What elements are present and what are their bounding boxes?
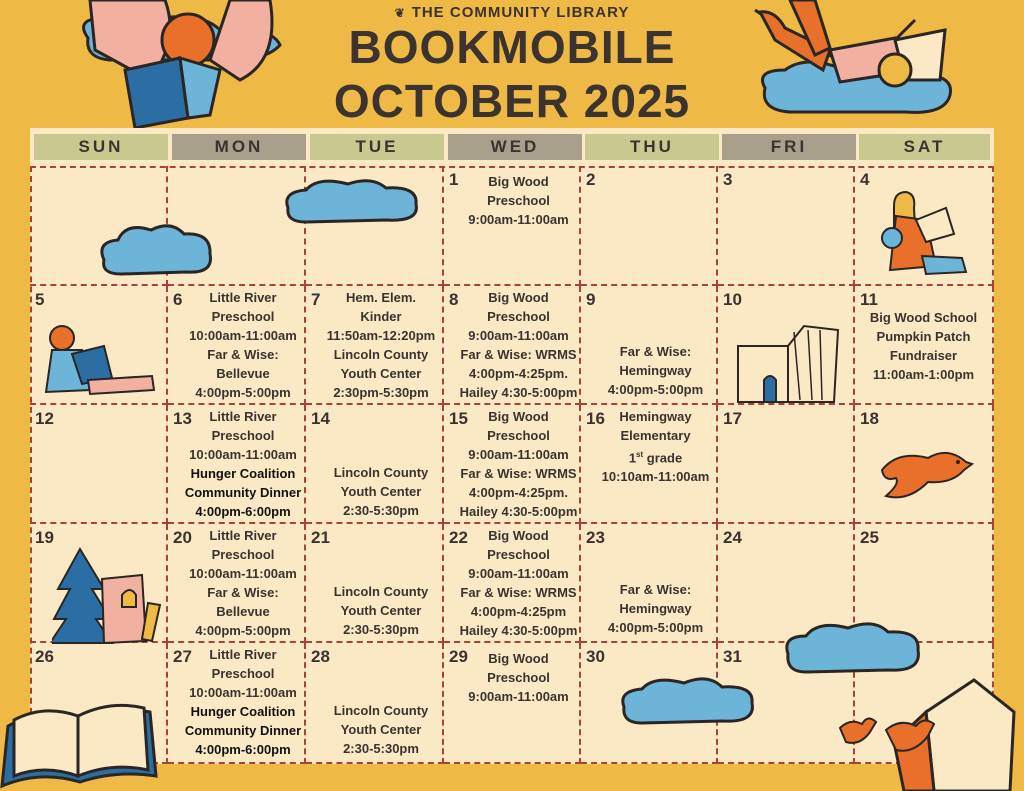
reading-girl-illustration — [876, 186, 972, 282]
day-number: 13 — [173, 409, 192, 428]
event-line: Preschool — [211, 666, 275, 681]
weekday-header-fri: FRI — [722, 134, 856, 160]
event-line: Hailey 4:30-5:00pm — [459, 504, 578, 519]
event-line: Pumpkin Patch — [876, 329, 971, 344]
event-details — [306, 701, 442, 758]
event-line: Far & Wise: — [619, 582, 692, 597]
event-line: 2:30-5:30pm — [343, 503, 419, 518]
event-line: Preschool — [487, 428, 550, 443]
event-line: 9:00am-11:00am — [468, 212, 569, 227]
open-book-illustration-bottom-left — [0, 690, 160, 791]
event-line: 4:00pm-5:00pm — [195, 623, 291, 638]
event-line: 4:00pm-6:00pm — [195, 504, 291, 519]
event-line: Preschool — [487, 309, 550, 324]
open-book-with-birds-illustration — [834, 672, 1024, 791]
event-details — [168, 407, 304, 521]
day-cell-2 — [581, 166, 718, 286]
event-line: 11:00am-1:00pm — [872, 367, 975, 382]
event-line: Community Dinner — [184, 723, 302, 738]
event-details — [581, 407, 716, 486]
event-line: Big Wood — [488, 651, 549, 666]
day-cell-11 — [855, 286, 994, 405]
day-number: 1 — [449, 170, 459, 189]
event-line: 9:00am-11:00am — [468, 566, 569, 581]
day-cell-27 — [168, 643, 306, 764]
event-details — [306, 288, 442, 402]
event-line: Hunger Coalition — [190, 704, 296, 719]
event-line: Lincoln County — [333, 703, 429, 718]
event-details — [855, 308, 992, 384]
event-line: Youth Center — [340, 366, 422, 381]
cloud-icon — [782, 618, 924, 676]
day-number: 21 — [311, 528, 330, 547]
day-cell-20 — [168, 524, 306, 643]
event-line: Lincoln County — [333, 584, 429, 599]
event-line: 9:00am-11:00am — [468, 447, 569, 462]
event-line: Preschool — [487, 547, 550, 562]
cloud-icon — [282, 176, 422, 226]
event-line: Preschool — [211, 309, 275, 324]
tree-and-book-illustration — [52, 545, 168, 645]
day-cell-15 — [444, 405, 581, 524]
event-line: Kinder — [360, 309, 402, 324]
day-number: 17 — [723, 409, 742, 428]
event-line: Big Wood — [488, 174, 549, 189]
event-line: Elementary — [620, 428, 691, 443]
event-line: Lincoln County — [333, 465, 429, 480]
cloud-icon — [618, 673, 758, 727]
event-line: Fundraiser — [889, 348, 958, 363]
day-cell-22 — [444, 524, 581, 643]
event-line: Bellevue — [216, 366, 270, 381]
event-details — [306, 463, 442, 520]
event-line: Preschool — [487, 193, 550, 208]
event-line: Preschool — [487, 670, 550, 685]
day-number: 6 — [173, 290, 183, 309]
event-line: 11:50am-12:20pm — [326, 328, 436, 343]
event-details — [444, 526, 579, 640]
event-line: Hemingway — [619, 601, 692, 616]
event-line: Preschool — [211, 428, 275, 443]
day-cell-17 — [718, 405, 855, 524]
day-cell-14 — [306, 405, 444, 524]
event-line: Youth Center — [340, 484, 422, 499]
event-line: Big Wood — [488, 409, 549, 424]
event-details — [444, 172, 579, 229]
event-line: Hemingway — [619, 363, 692, 378]
event-details — [444, 288, 579, 402]
event-line: Preschool — [211, 547, 275, 562]
event-details — [581, 342, 716, 399]
day-cell-6 — [168, 286, 306, 405]
day-cell-23 — [581, 524, 718, 643]
day-cell-8 — [444, 286, 581, 405]
event-line: Hemingway — [619, 409, 692, 424]
cloud-icon — [96, 220, 216, 280]
day-number: 16 — [586, 409, 605, 428]
event-line: 10:00am-11:00am — [189, 685, 297, 700]
event-line: Lincoln County — [333, 347, 429, 362]
event-line: Big Wood School — [869, 310, 978, 325]
day-number: 15 — [449, 409, 468, 428]
event-line: 2:30-5:30pm — [343, 741, 419, 756]
poster-month: OCTOBER 2025 — [333, 75, 691, 127]
day-number: 8 — [449, 290, 459, 309]
event-line: Far & Wise: — [207, 585, 279, 600]
day-cell-7 — [306, 286, 444, 405]
weekday-header-sat: SAT — [859, 134, 990, 160]
weekday-header-tue: TUE — [310, 134, 444, 160]
day-number: 12 — [35, 409, 54, 428]
day-number: 3 — [723, 170, 733, 189]
day-number: 27 — [173, 647, 192, 666]
poster-title: BOOKMOBILE — [348, 21, 676, 73]
reading-boy-illustration — [42, 320, 162, 400]
event-line: 4:00pm-6:00pm — [195, 742, 291, 757]
day-cell-3 — [718, 166, 855, 286]
event-details — [168, 526, 304, 640]
event-details — [168, 645, 304, 759]
day-number: 25 — [860, 528, 879, 547]
day-number: 30 — [586, 647, 605, 666]
event-line: 10:00am-11:00am — [189, 328, 297, 343]
day-cell-16 — [581, 405, 718, 524]
event-line: Far & Wise: — [207, 347, 279, 362]
day-number: 28 — [311, 647, 330, 666]
event-line: 9:00am-11:00am — [468, 328, 569, 343]
event-line: Community Dinner — [184, 485, 302, 500]
event-line: 4:00pm-5:00pm — [195, 385, 291, 400]
event-line: Little River — [209, 409, 277, 424]
event-line: Hailey 4:30-5:00pm — [459, 385, 578, 400]
event-line: Youth Center — [340, 722, 422, 737]
day-cell-21 — [306, 524, 444, 643]
day-number: 9 — [586, 290, 596, 309]
day-number: 2 — [586, 170, 596, 189]
event-line: Big Wood — [488, 528, 549, 543]
day-cell-29 — [444, 643, 581, 764]
event-line: 2:30-5:30pm — [343, 622, 419, 637]
event-line: Far & Wise: — [619, 344, 692, 359]
library-name-text: THE COMMUNITY LIBRARY — [411, 4, 630, 21]
day-number: 20 — [173, 528, 192, 547]
day-number: 19 — [35, 528, 54, 547]
event-line: 1st grade — [628, 450, 683, 466]
day-cell-13 — [168, 405, 306, 524]
day-number: 11 — [860, 290, 878, 309]
event-line: 10:10am-11:00am — [601, 469, 710, 485]
event-line: Hailey 4:30-5:00pm — [459, 623, 578, 638]
book-logo-icon: ❦ — [394, 6, 406, 20]
day-cell-28 — [306, 643, 444, 764]
library-name — [0, 4, 1024, 21]
event-details — [444, 649, 579, 706]
event-details — [444, 407, 579, 521]
day-number: 7 — [311, 290, 321, 309]
day-number: 18 — [860, 409, 879, 428]
event-line: 10:00am-11:00am — [189, 447, 297, 462]
event-line: Bellevue — [216, 604, 270, 619]
event-line: Hunger Coalition — [190, 466, 296, 481]
event-line: Little River — [209, 647, 277, 662]
event-details — [581, 580, 716, 637]
event-line: 10:00am-11:00am — [189, 566, 297, 581]
event-line: Youth Center — [340, 603, 422, 618]
day-cell-1 — [444, 166, 581, 286]
event-line: 4:00pm-5:00pm — [607, 382, 704, 397]
day-number: 4 — [860, 170, 870, 189]
day-number: 24 — [723, 528, 742, 547]
day-number: 22 — [449, 528, 468, 547]
day-number: 29 — [449, 647, 468, 666]
event-line: Big Wood — [488, 290, 549, 305]
event-line: 4:00pm-4:25pm. — [469, 485, 568, 500]
event-line: 4:00pm-4:25pm — [470, 604, 567, 619]
weekday-header-wed: WED — [448, 134, 582, 160]
day-cell-9 — [581, 286, 718, 405]
event-details — [168, 288, 304, 402]
event-line: Far & Wise: WRMS — [460, 347, 577, 362]
weekday-header-sun: SUN — [34, 134, 168, 160]
day-number: 31 — [723, 647, 742, 666]
event-line: 2:30pm-5:30pm — [333, 385, 429, 400]
event-line: Far & Wise: WRMS — [460, 466, 577, 481]
weekday-header-mon: MON — [172, 134, 306, 160]
day-number: 23 — [586, 528, 605, 547]
day-number: 10 — [723, 290, 742, 309]
event-line: Little River — [209, 290, 277, 305]
event-line: Far & Wise: WRMS — [460, 585, 577, 600]
open-book-illustration — [734, 320, 844, 406]
event-line: Hem. Elem. — [345, 290, 417, 305]
orange-bird-illustration — [878, 440, 974, 506]
day-number: 14 — [311, 409, 330, 428]
day-number: 26 — [35, 647, 54, 666]
day-cell-12 — [30, 405, 168, 524]
event-line: Little River — [209, 528, 277, 543]
event-line: 4:00pm-4:25pm. — [469, 366, 568, 381]
event-details — [306, 582, 442, 639]
weekday-header-thu: THU — [585, 134, 719, 160]
event-line: 9:00am-11:00am — [468, 689, 569, 704]
day-number: 5 — [35, 290, 45, 309]
event-line: 4:00pm-5:00pm — [607, 620, 704, 635]
